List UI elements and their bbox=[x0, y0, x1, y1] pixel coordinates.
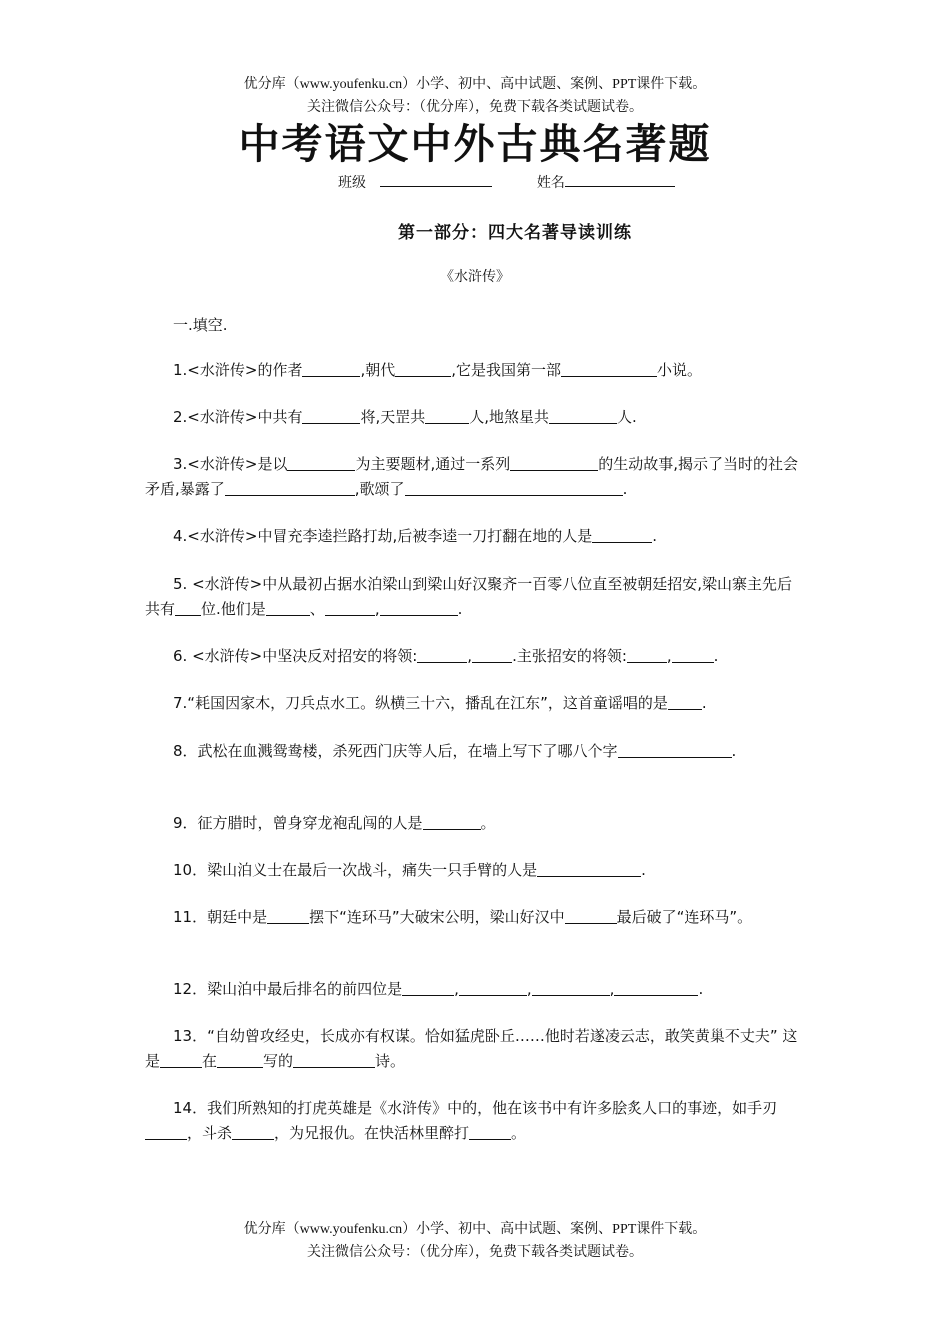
class-blank bbox=[380, 172, 492, 187]
question-4: 4.<水浒传>中冒充李逵拦路打劫,后被李逵一刀打翻在地的人是 . bbox=[173, 527, 658, 545]
page-title: 中考语文中外古典名著题 bbox=[238, 120, 712, 168]
question-11: 11．朝廷中是 摆下“连环马”大破宋公明，梁山好汉中 最后破了“连环马”。 bbox=[173, 908, 753, 926]
footer-line-1: 优分库（www.youfenku.cn）小学、初中、高中试题、案例、PPT课件下载。 bbox=[243, 1222, 707, 1237]
class-name-row bbox=[338, 172, 675, 192]
header-line-1: 优分库（www.youfenku.cn）小学、初中、高中试题、案例、PPT课件下载。 bbox=[243, 77, 707, 92]
question-13: 13．“自幼曾攻经史，长成亦有权谋。恰如猛虎卧丘……他时若遂凌云志，敢笑黄巢不丈夫” 这是 在 写的 诗。 bbox=[145, 1027, 798, 1070]
header-line-2: 关注微信公众号：（优分库），免费下载各类试题试卷。 bbox=[307, 100, 643, 115]
footer-line-2: 关注微信公众号：（优分库），免费下载各类试题试卷。 bbox=[307, 1245, 643, 1260]
question-1: 1.<水浒传>的作者 ,朝代 ,它是我国第一部 小说。 bbox=[173, 361, 703, 379]
question-8: 8．武松在血溅鸳鸯楼，杀死西门庆等人后，在墙上写下了哪八个字 . bbox=[173, 742, 737, 760]
class-label: 班级 bbox=[338, 175, 366, 191]
part-title: 第一部分：四大名著导读训练 bbox=[398, 223, 632, 243]
question-9: 9．征方腊时，曾身穿龙袍乱闯的人是 。 bbox=[173, 814, 496, 832]
book-title: 《水浒传》 bbox=[440, 269, 510, 285]
name-blank bbox=[565, 172, 675, 187]
question-2: 2.<水浒传>中共有 将,天罡共 人,地煞星共 人. bbox=[173, 408, 637, 426]
question-14: 14．我们所熟知的打虎英雄是《水浒传》中的，他在该书中有许多脍炙人口的事迹，如手刃，斗杀 ，为兄报仇。在快活林里醉打 。 bbox=[145, 1096, 805, 1146]
question-7: 7.“耗国因家木，刀兵点水工。纵横三十六，播乱在江东”，这首童谣唱的是 . bbox=[173, 694, 707, 712]
question-10: 10．梁山泊义士在最后一次战斗，痛失一只手臂的人是 . bbox=[173, 861, 646, 879]
section-heading: 一.填空. bbox=[173, 316, 228, 334]
question-12: 12．梁山泊中最后排名的前四位是 , , , . bbox=[173, 980, 704, 998]
question-6: 6. <水浒传>中坚决反对招安的将领: , .主张招安的将领: , . bbox=[173, 647, 719, 665]
question-5: 5. <水浒传>中从最初占据水泊梁山到梁山好汉聚齐一百零八位直至被朝廷招安,梁山寨主先后共有 位.他们是 、 , . bbox=[145, 575, 792, 618]
name-label: 姓名 bbox=[536, 175, 565, 191]
question-3: 3.<水浒传>是以 为主要题材,通过一系列 的生动故事,揭示了当时的社会矛盾,暴露了 ,歌颂了 . bbox=[145, 455, 799, 498]
